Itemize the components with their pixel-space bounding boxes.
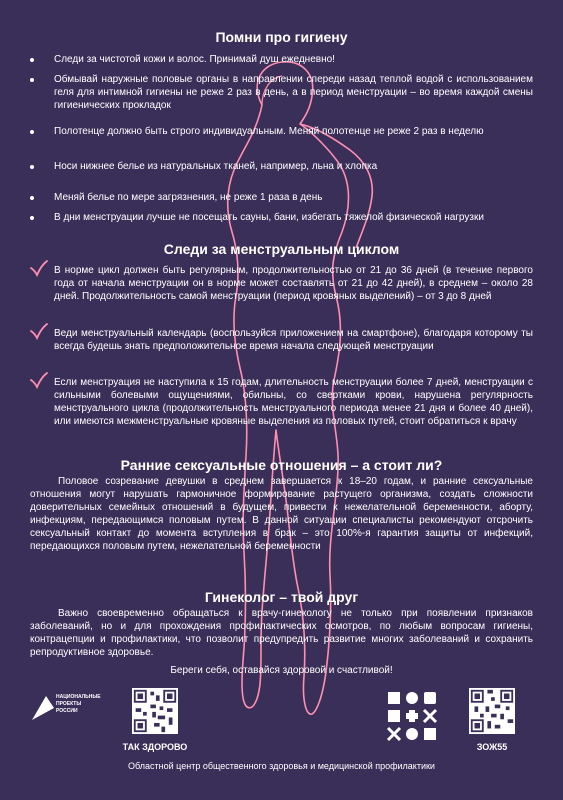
- bullet-icon: [30, 165, 34, 169]
- gynecologist-title: Гинеколог – твой друг: [204, 589, 359, 605]
- qr-code-icon[interactable]: [132, 688, 178, 734]
- checkmark-icon: [30, 323, 48, 339]
- organization-name: Областной центр общественного здоровья и медицинской профилактики: [128, 761, 435, 771]
- list-item: Полотенце должно быть строго индивидуальным. Меняй полотенце не реже 2 раз в неделю: [30, 125, 533, 138]
- cycle-title: Следи за менструальным циклом: [163, 241, 400, 257]
- national-projects-logo: [32, 690, 101, 720]
- list-item: Следи за чистотой кожи и волос. Принимай душ ежедневно!: [30, 53, 533, 66]
- list-item: Носи нижнее белье из натуральных тканей, например, льна и хлопка: [30, 160, 533, 173]
- qr-label-tak-zdorovo: ТАК ЗДОРОВО: [122, 742, 188, 752]
- list-item: В норме цикл должен быть регулярным, продолжительностью от 21 до 36 дней (в течение первого года от начала менструации он в норме может составлять от 21 до 42 дней), в среднем – около 28 дней. Продолжительность самой менструации (период кровяных выделений) – от 3 до 8 дней: [30, 264, 533, 303]
- list-item: Если менструация не наступила к 15 годам, длительность менструации более 7 дней, менструации с сильными болевыми ощущениями, обильны, со свертками крови, нарушена регулярность менструального цикла (продолжительность менструального периода менее 21 дня и более 40 дней), или имеются межменструальные кровяные выделения из половых путей, стоит обратиться к врачу: [30, 376, 533, 428]
- qr-code-icon[interactable]: [469, 688, 515, 734]
- svg-text:ПРОЕКТЫ: ПРОЕКТЫ: [56, 701, 82, 707]
- closing-message: Береги себя, оставайся здоровой и счастливой!: [170, 665, 393, 676]
- zozh-logo: [386, 690, 438, 742]
- checkmark-icon: [30, 372, 48, 388]
- list-item: В дни менструации лучше не посещать сауны, бани, избегать тяжелой физической нагрузки: [30, 211, 533, 224]
- list-item: Меняй белье по мере загрязнения, не реже 1 раза в день: [30, 191, 533, 204]
- bullet-icon: [30, 130, 34, 134]
- bullet-icon: [30, 216, 34, 220]
- svg-text:РОССИИ: РОССИИ: [56, 708, 78, 714]
- early-relations-title: Ранние сексуальные отношения – а стоит ли?: [120, 457, 443, 473]
- bullet-icon: [30, 58, 34, 62]
- list-item: Веди менструальный календарь (воспользуйся приложением на смартфоне), благодаря которому ты всегда будешь знать предположительное время начала следующей менструации: [30, 327, 533, 353]
- qr-label-zozh55: ЗОЖ55: [476, 742, 508, 752]
- list-item: Обмывай наружные половые органы в направлении спереди назад теплой водой с использованием геля для интимной гигиены не реже 2 раз в день, а в период менструации – во время каждой смены гигиенических прокладок: [30, 73, 533, 112]
- bullet-icon: [30, 78, 34, 82]
- hygiene-title: Помни про гигиену: [215, 29, 348, 45]
- gynecologist-text: Важно своевременно обращаться к врачу-гинекологу не только при появлении признаков заболеваний, но и для прохождения профилактических осмотров, по любым вопросам гигиены, контрацепции и профилактики, что позволит предупредить развитие многих заболеваний и сохранить репродуктивное здоровье.: [30, 608, 533, 658]
- svg-text:НАЦИОНАЛЬНЫЕ: НАЦИОНАЛЬНЫЕ: [56, 694, 101, 700]
- early-relations-text: Половое созревание девушки в среднем завершается к 18–20 годам, и ранние сексуальные отношения могут нарушать гармоничное формирование растущего организма, создать сложности доверительных семейных отношений в будущем, привести к нежелательной беременности, аборту, инфекциям, передающимся половым путем. В данной ситуации специалисты рекомендуют отсрочить сексуальный контакт до момента вступления в брак – это 100%-я гарантия защиты от инфекций, передающихся половым путем, нежелательной беременности: [30, 476, 533, 552]
- checkmark-icon: [30, 260, 48, 276]
- bullet-icon: [30, 196, 34, 200]
